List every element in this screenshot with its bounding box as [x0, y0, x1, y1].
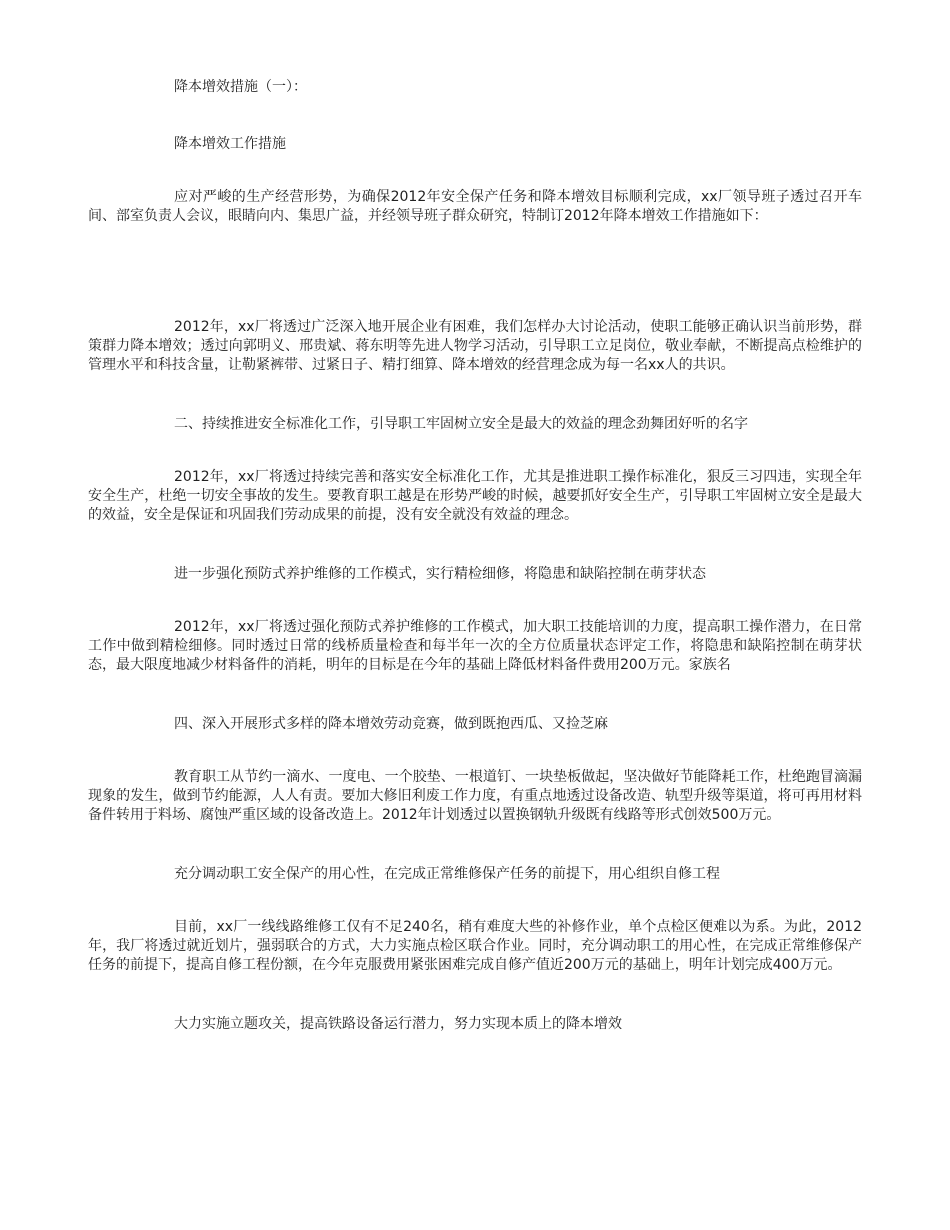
section-2-body: 2012年，xx厂将透过持续完善和落实安全标准化工作，尤其是推进职工操作标准化，狠反三习四违，实现全年安全生产，杜绝一切安全事故的发生。要教育职工越是在形势严峻的时候，越要抓好安全生产，引导职工牢固树立安全是最大的效益，安全是保证和巩固我们劳动成果的前提，没有安全就没有效益的理念。 — [88, 469, 862, 523]
section-5-heading: 充分调动职工安全保产的用心性，在完成正常维修保产任务的前提下，用心组织自修工程 — [174, 866, 720, 882]
section-5-body: 目前，xx厂一线线路维修工仅有不足240名，稍有难度大些的补修作业，单个点检区便难以为系。为此，2012年，我厂将透过就近划片，强弱联合的方式，大力实施点检区联合作业。同时，充分调动职工的用心性，在完成正常维修保产任务的前提下，提高自修工程份额，在今年克服费用紧张困难完成自修产值近200万元的基础上，明年计划完成400万元。 — [88, 919, 862, 973]
document-title: 降本增效措施（一）： — [174, 79, 307, 95]
section-1-body: 2012年，xx厂将透过广泛深入地开展企业有困难，我们怎样办大讨论活动，使职工能够正确认识当前形势，群策群力降本增效；透过向郭明义、邢贵斌、蒋东明等先进人物学习活动，引导职工立足岗位，敬业奉献，不断提高点检维护的管理水平和科技含量，让勒紧裤带、过紧日子、精打细算、降本增效的经营理念成为每一名xx人的共识。 — [88, 319, 862, 373]
intro-paragraph: 应对严峻的生产经营形势，为确保2012年安全保产任务和降本增效目标顺利完成，xx厂领导班子透过召开车间、部室负责人会议，眼睛向内、集思广益，并经领导班子群众研究，特制订2012年降本增效工作措施如下： — [88, 189, 862, 224]
section-3-heading: 进一步强化预防式养护维修的工作模式，实行精检细修，将隐患和缺陷控制在萌芽状态 — [174, 566, 706, 582]
section-6-heading: 大力实施立题攻关，提高铁路设备运行潜力，努力实现本质上的降本增效 — [174, 1016, 622, 1032]
document-page — [88, 78, 862, 1034]
section-4-heading: 四、深入开展形式多样的降本增效劳动竞赛，做到既抱西瓜、又捡芝麻 — [174, 716, 608, 732]
section-2-heading: 二、持续推进安全标准化工作，引导职工牢固树立安全是最大的效益的理念劲舞团好听的名字 — [174, 416, 748, 432]
section-4-body: 教育职工从节约一滴水、一度电、一个胶垫、一根道钉、一块垫板做起，坚决做好节能降耗工作，杜绝跑冒滴漏现象的发生，做到节约能源，人人有责。要加大修旧利废工作力度，有重点地透过设备改造、轨型升级等渠道，将可再用材料备件转用于料场、腐蚀严重区域的设备改造上。2012年计划透过以置换钢轨升级既有线路等形式创效500万元。 — [88, 769, 862, 823]
section-3-body: 2012年，xx厂将透过强化预防式养护维修的工作模式，加大职工技能培训的力度，提高职工操作潜力，在日常工作中做到精检细修。同时透过日常的线桥质量检查和每半年一次的全方位质量状态评定工作，将隐患和缺陷控制在萌芽状态，最大限度地减少材料备件的消耗，明年的目标是在今年的基础上降低材料备件费用200万元。家族名 — [88, 619, 862, 673]
document-subtitle: 降本增效工作措施 — [174, 136, 286, 152]
